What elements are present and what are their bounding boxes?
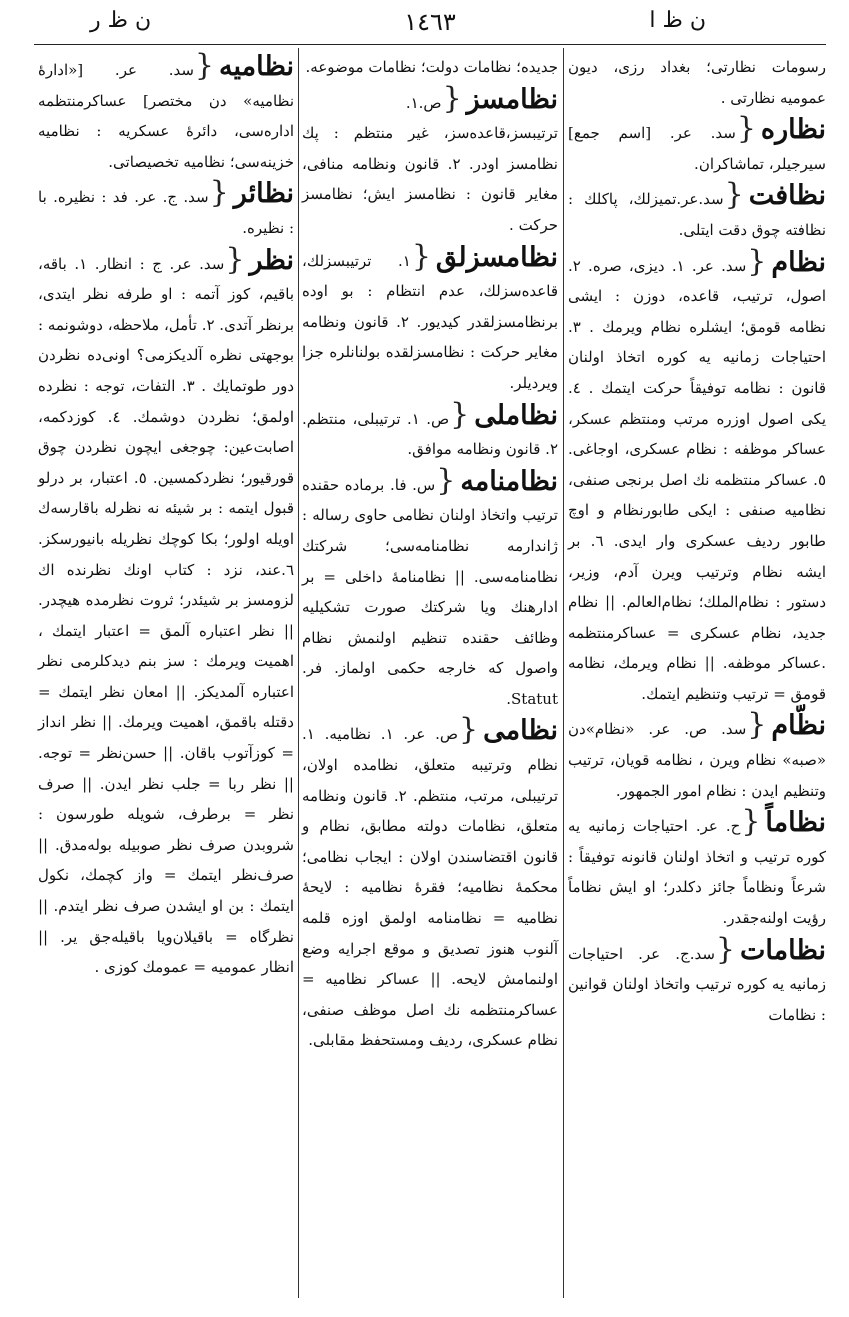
entry-nizami: [302, 712, 558, 1056]
brace-glyph: {: [436, 462, 456, 498]
header-rule: [34, 44, 826, 45]
entry-headword: نظام: [771, 246, 826, 278]
entry-headword: نظامی: [483, 715, 558, 747]
brace-glyph: {: [459, 712, 479, 748]
entry-headword: نظامیه: [219, 52, 294, 82]
brace-glyph: {: [442, 80, 462, 116]
entry-text: جدیده؛ نظامات دولت؛ نظامات موضوعه.: [305, 58, 558, 76]
entry-headword: نظامنامه: [460, 465, 558, 497]
entry-nazar: [38, 241, 295, 983]
entry-text: سد.عر.تمیزلك، پاکلك : نظافته چوق دقت ایتلی.: [568, 190, 826, 239]
brace-glyph: {: [194, 52, 215, 83]
column-divider-left: [298, 48, 299, 1298]
brace-glyph: {: [450, 396, 470, 432]
brace-glyph: {: [741, 804, 761, 840]
entry-nizamname: [302, 462, 558, 715]
entry-nizamat: [568, 931, 826, 1031]
entry-headword: نظّام: [771, 710, 826, 742]
column-left: [36, 52, 296, 1302]
entry-text: سد. عر. ١. دیزی، صره. ٢. اصول، ترتیب، قاعده، دوزن : ایشی نظامه قومق؛ ایشلره نظام ویرمك . ٣. احتیاجات زمانیه یه کوره اتخاذ اولنان قانون : نظامه توفیقاً حرکت ایتمك . ٤. یکی اصول اوزره مرتب ومنتظم عسکر، عساکر موظفه : نظام عسکری، اوجاغی. ٥. عساکر منتظمه نك اصل برنجی صنفی، نظامیه صنفی : ایکی طابورنظام و اوچ طابور ردیف عسکری وار ایدی. ٦. بر ایشه نظام وترتیب ویرن آدم، وزیر، دستور : نظام‌الملك؛ نظام‌العالم. || نظام جدید، نظام عسکری = عساکرمنتظمه .عساکر موظفه. || نظام ویرمك، نظامه قومق = ترتیب وتنظیم ایتمك.: [568, 256, 826, 703]
entry-text: ص. ١. ترتیبلی، منتظم. ٢. قانون ونظامه موافق.: [302, 409, 558, 459]
entry-continuation: [302, 52, 558, 83]
entry-nazzam: [568, 707, 826, 806]
entry-text: سد. عر. ج : انظار. ١. باقه، باقیم، کوز آتمه : او طرفه نظر ایتدی، برنظر آتدی. ٢. تأمل، ملاحظه، دوشونمه : بوجهتی نظره آلدیکزمی؟ اونی‌ده نظردن دور طوتمایك . ٣. التفات، توجه : نظرده اولمق؛ نظردن دوشمك. ٤. کوزدکمه، اصابت‌عین: چوجغی ایچون نظردن چوق قورقیور؛ نظردکمسین. ٥. اعتبار، بر درلو قبول ایتمه : بر شیئه نه نظرله باقارسه‌ك اویله اولور؛ بکا کوچك نظریله بانیورسکز. ٦.عند، نزد : کتاب اونك نظرنده اك لزومسز بر شیئدر؛ ثروت نظرمده هیچدر. || نظر اعتباره آلمق = اعتبار ایتمك ، اهمیت ویرمك : سز بنم دیدکلرمی نظر اعتباره آلمدیکز. || امعان نظر ایتمك = دقتله باقمق، اهمیت ویرمك. || نظر انداز = کوزآتوب باقان. || حسن‌نظر = توجه. || نظر ربا = جلب نظر ایدن. || صرف نظر = برطرف، شویله طورسون : شروبدن صرف نظر صوبیله بوله‌مدق. || صرف‌نظر ایتمك = واز کچمك، نکول ایتمك : بن او ایشدن صرف نظر ایتدم. || نظرگاه = باقیلان‌ویا باقیله‌جق یر. || انظار عمومیه = عمومك کوزی .: [38, 254, 295, 977]
entry-text: سد. ص. عر. «نظام»دن «صبه» نظام ویرن ، نظامه قویان، ترتیب وتنظیم ایدن : نظام امور الجمهور.: [568, 720, 826, 800]
entry-text: ص. عر. ١. نظامیه. ١. نظام وترتیبه متعلق، نظامده اولان، ترتیبلی، مرتب، منتظم. ٢. قانون ونظامه متعلق، نظامات دولته مطابق، نظام و قانون اقتضاسندن اولان : ایجاب نظامی؛ محکمهٔ نظامیه؛ فقرهٔ نظامیه : لایحهٔ نظامیه = نظامنامه اولمق اوزه قلمه آلنوب هنوز تصدیق و موقع اجرایه وضع اولنمامش لایحه. || عساکر نظامیه = عساکرمنتظمه نك اصل موظف صنفی، نظام عسکری، ردیف ومستحفظ مقابلی.: [302, 725, 558, 1050]
entry-headword: نظامسزلق: [435, 241, 558, 273]
brace-glyph: {: [736, 111, 756, 147]
entry-text: سد.ج. عر. احتیاجات زمانیه یه کوره ترتیب واتخاذ اولنان قوانین : نظامات: [568, 944, 826, 1024]
page-number: ١٤٦٣: [404, 8, 456, 36]
entry-headword: نظائر: [233, 178, 294, 210]
entry-headword: نظامسز: [466, 83, 558, 115]
entry-text: س. فا. برماده حقنده ترتیب واتخاذ اولنان نظامی حاوی رساله : ژاندارمه نظامنامه‌سی؛ شرکتك نظامنامه‌سی. || نظامنامهٔ داخلی = بر ادارهنك ویا شرکتك صورت تشکیلیه وظائف حقنده تنظیم اولنمش نظام واصول که خارجه حکمی اولماز. فر. Statut.: [302, 475, 558, 708]
entry-text: سد. عر. [اسم جمع] سیرجیلر، تماشاکران.: [568, 124, 826, 173]
entry-headword: نظافت: [748, 180, 826, 212]
brace-glyph: {: [209, 175, 229, 211]
entry-headword: نظاملی: [474, 399, 559, 431]
brace-glyph: {: [225, 241, 245, 277]
entry-continuation: [568, 52, 826, 113]
entry-nizamsiz: [302, 80, 558, 241]
brace-glyph: {: [411, 238, 431, 274]
entry-headword: نظاره: [760, 114, 826, 146]
entry-text: رسومات نظارتی؛ بغداد رزی، دیون عمومیه نظارتی .: [568, 58, 826, 107]
entry-text: ح. عر. احتیاجات زمانیه یه کوره ترتیب و اتخاذ اولنان قانونه توفیقاً : شرعاً ونظاماً جائز دکلدر؛ او ایش نظاماً رؤیت اولنه‌جقدر.: [568, 817, 826, 928]
header-letters-right: ن ظ ا: [649, 8, 706, 33]
brace-glyph: {: [724, 177, 744, 213]
column-middle: [300, 52, 560, 1302]
entry-nizamsizlik: [302, 238, 558, 399]
entry-nizamen: [568, 804, 826, 933]
entry-headword: نظامات: [740, 934, 826, 966]
brace-glyph: {: [747, 243, 767, 279]
header-letters-left: ن ظ ر: [90, 8, 152, 33]
entry-nazzare: [568, 111, 826, 179]
column-divider-right: [563, 48, 564, 1298]
column-right: [566, 52, 828, 1302]
entry-nizamiye: [38, 52, 294, 177]
entry-headword: نظر: [249, 244, 294, 276]
brace-glyph: {: [747, 707, 767, 743]
entry-nizamli: [302, 396, 559, 465]
entry-text: ١. ترتیبسزلك، قاعده‌سزلك، عدم انتظام : بو اوده برنظامسزلقدر کیدیور. ٢. قانون ونظامه مغایر حرکت : نظامسزلقده بولنانلره جزا ویردیلر.: [302, 251, 558, 392]
entry-nazair: [38, 175, 294, 243]
entry-text: سد. عر. [«ادارهٔ نظامیه» دن مختصر] عساکرمنتظمه اداره‌سی، دائرهٔ عسکریه : نظامیه خزینه‌سی؛ نظامیه تخصیصاتی.: [38, 61, 294, 171]
entry-text: ص.١. ترتیبسز،قاعده‌سز، غیر منتظم : پك نظامسز اودر. ٢. قانون ونظامه منافی، مغایر قانون : نظامسز ایش؛ نظامسز حرکت .: [302, 93, 558, 234]
page-header: [34, 8, 826, 38]
entry-nizam: [568, 243, 826, 710]
entry-nezafet: [568, 177, 826, 245]
entry-headword: نظاماً: [765, 807, 826, 839]
entry-text: سد. ج. عر. فد : نظیره. با : نظیره.: [38, 188, 294, 237]
brace-glyph: {: [715, 931, 735, 967]
